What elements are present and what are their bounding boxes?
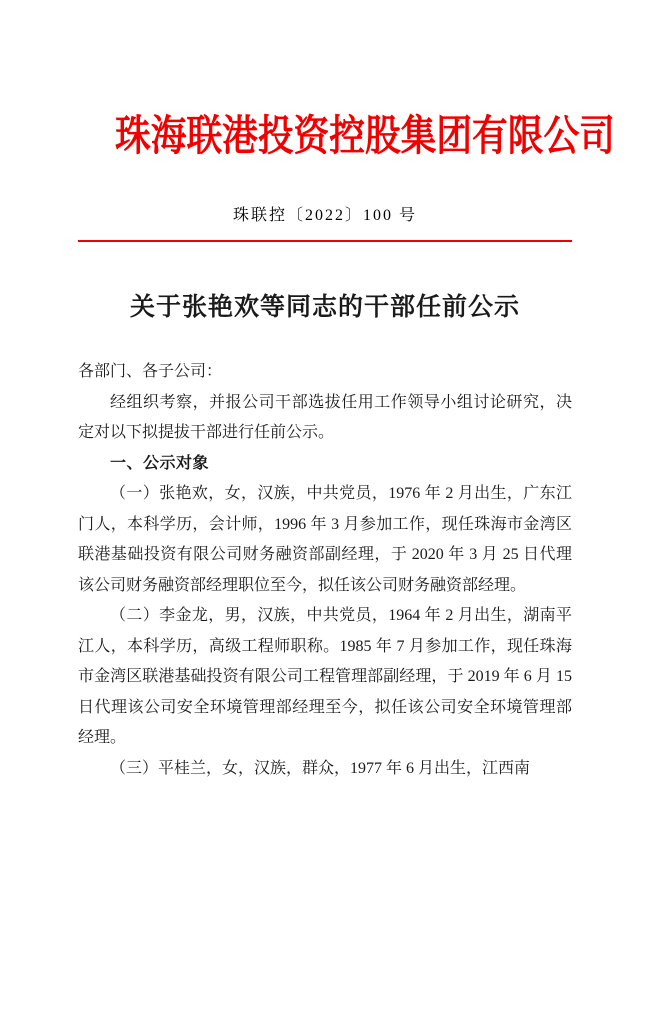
candidate-paragraph-ping-guilan: （三）平桂兰，女，汉族，群众，1977 年 6 月出生，江西南	[110, 759, 531, 777]
document-body	[78, 357, 572, 784]
intro-paragraph: 经组织考察，并报公司干部选拔任用工作领导小组讨论研究，决定对以下拟提拔干部进行任前公示。	[78, 393, 572, 441]
red-header-divider	[78, 240, 572, 242]
company-title: 珠海联港投资控股集团有限公司	[115, 114, 615, 160]
candidate-paragraph-li-jinlong: （二）李金龙，男，汉族，中共党员，1964 年 2 月出生，湖南平江人，本科学历，高级工程师职称。1985 年 7 月参加工作，现任珠海市金湾区联港基础投资有限公司工程管理部副经理，于 2019 年 6 月 15 日代理该公司安全环境管理部经理至今，拟任该公司安全环境管理部经理。	[78, 607, 572, 746]
salutation: 各部门、各子公司：	[78, 363, 223, 380]
document-page	[0, 112, 650, 1031]
doc-number: 珠联控〔2022〕100 号	[232, 207, 417, 224]
section-heading-public-notice-targets: 一、公示对象	[110, 454, 210, 472]
document-heading: 关于张艳欢等同志的干部任前公示	[129, 294, 520, 321]
candidate-paragraph-zhang-yanhuan: （一）张艳欢，女，汉族，中共党员，1976 年 2 月出生，广东江门人，本科学历，会计师，1996 年 3 月参加工作，现任珠海市金湾区联港基础投资有限公司财务融资部副经理，于 2020 年 3 月 25 日代理该公司财务融资部经理职位至今，拟任该公司财务融资部经理。	[78, 485, 572, 594]
